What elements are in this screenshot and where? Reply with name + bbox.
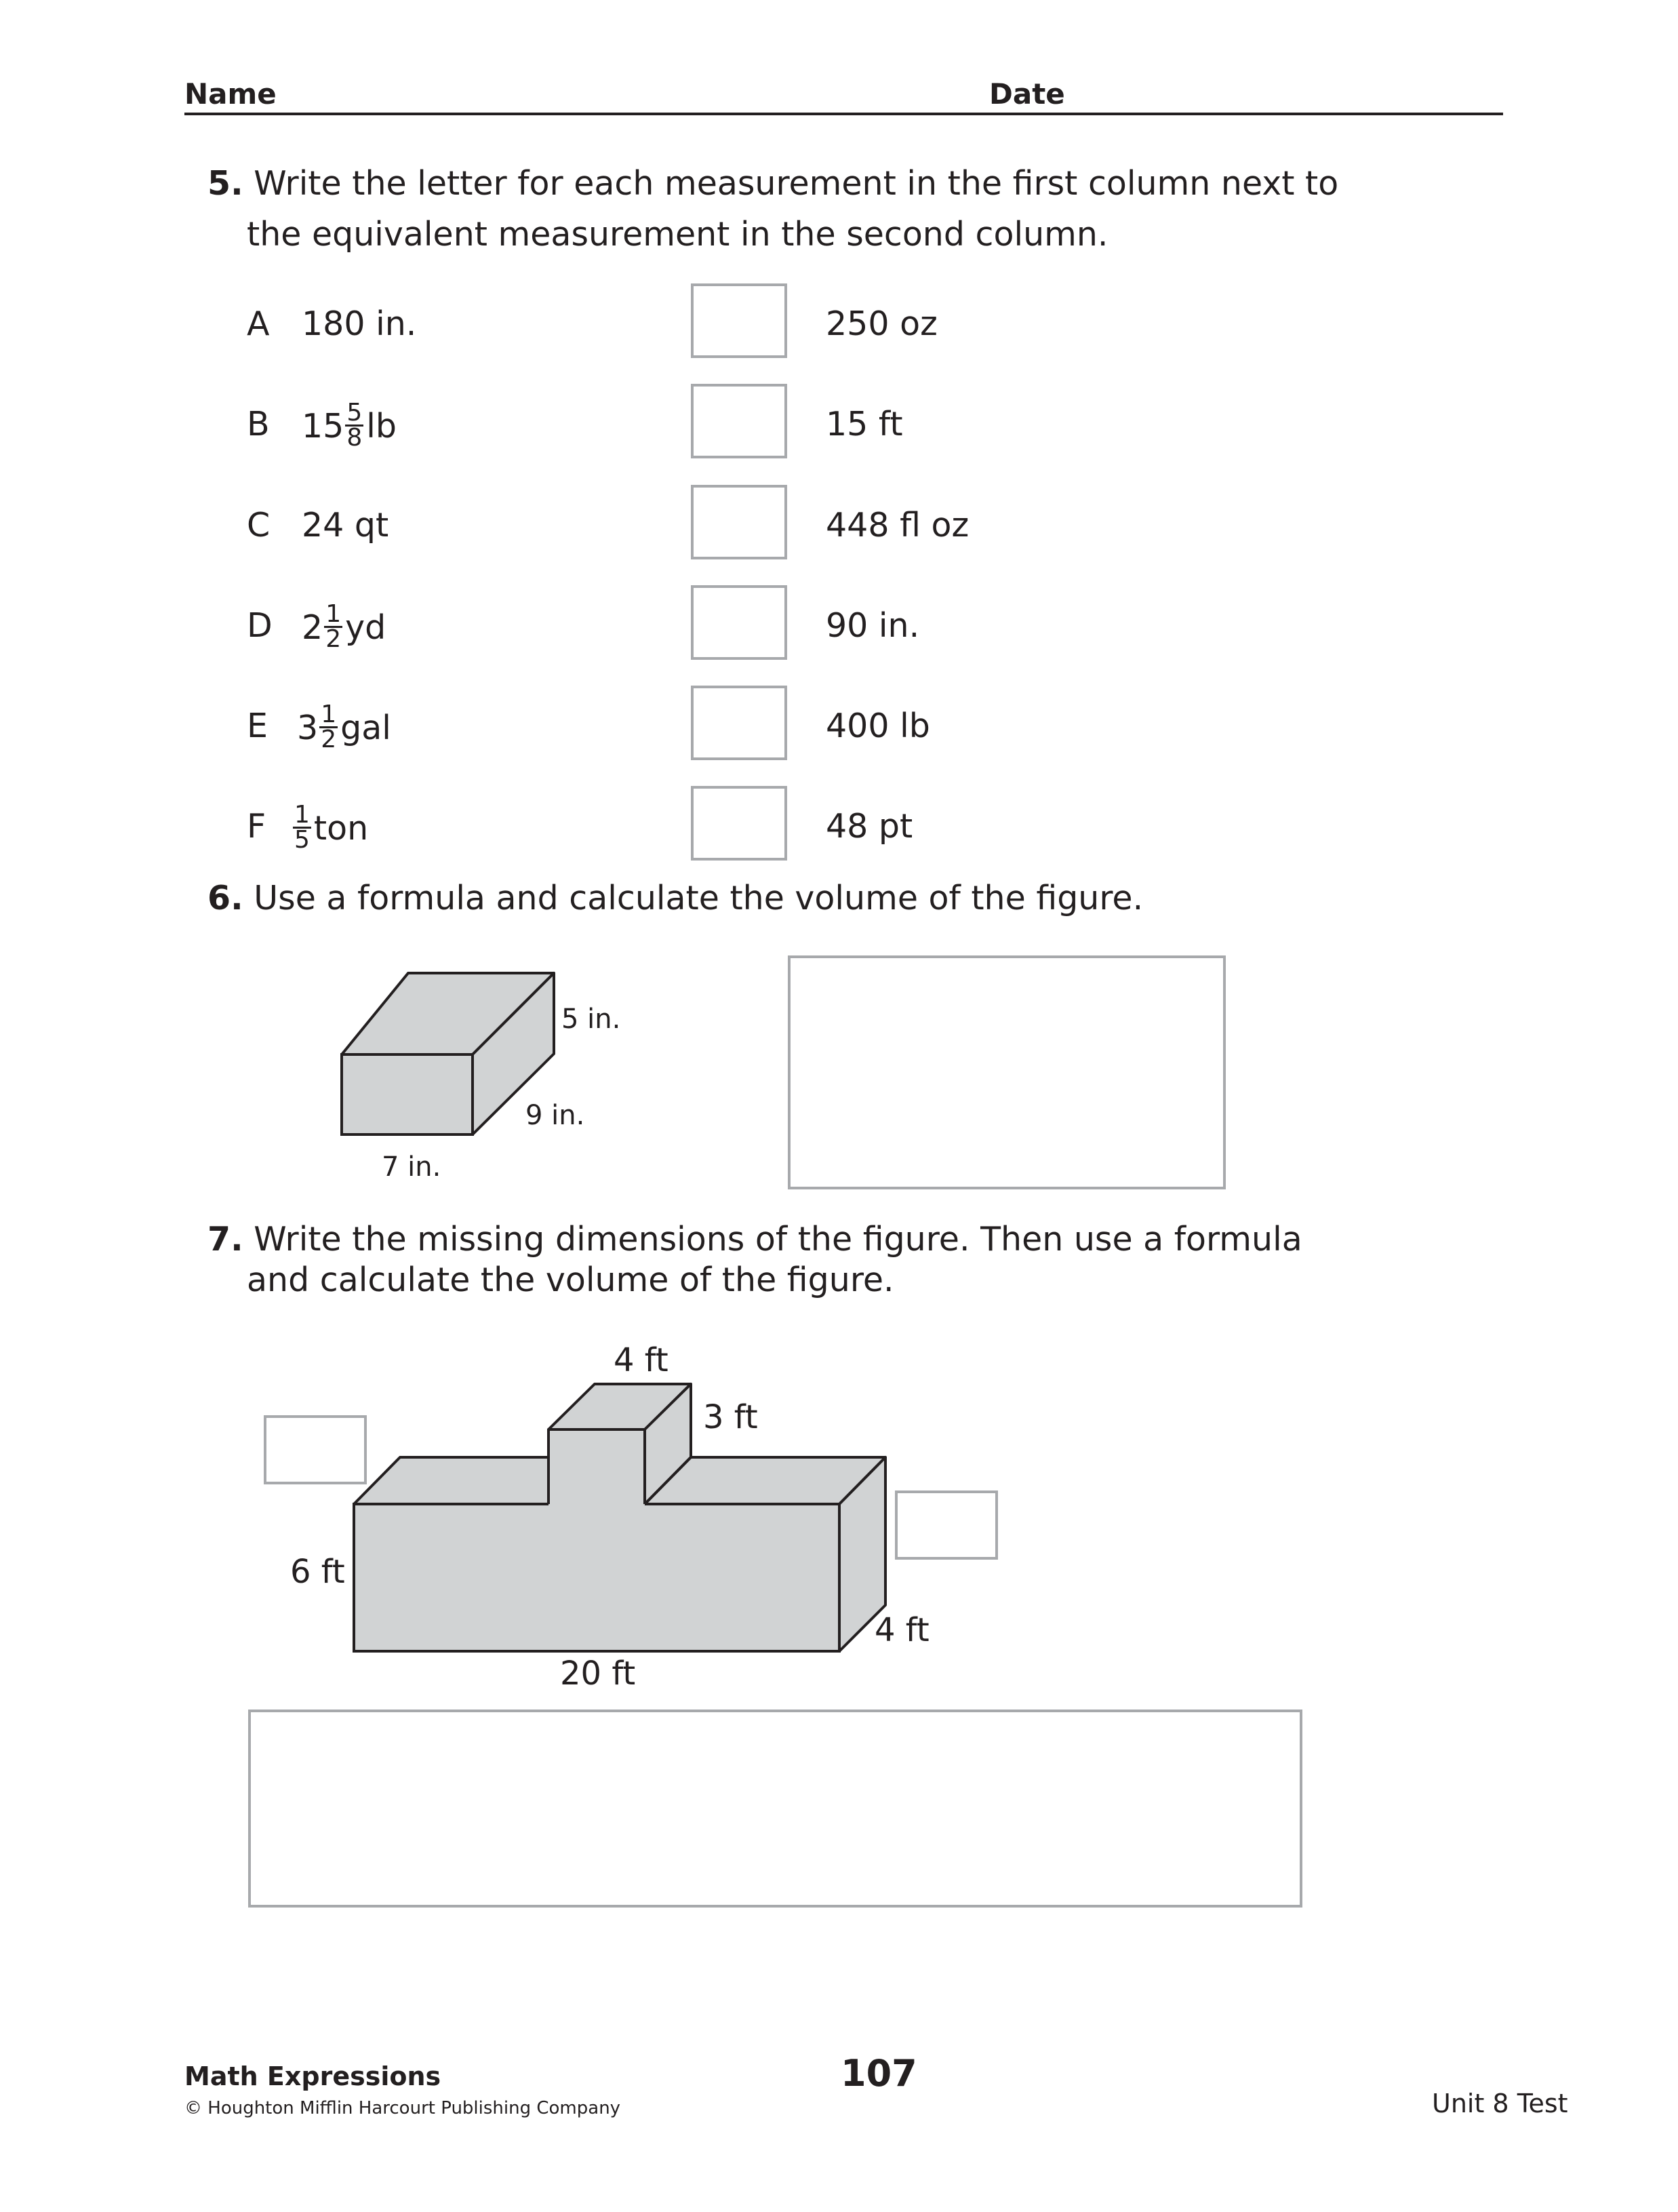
q6-prompt [207, 873, 1143, 924]
row-equivalent: 15 ft [826, 405, 903, 443]
q7-prompt-text1: Write the missing dimensions of the figure. Then use a formula [254, 1220, 1302, 1259]
q7-prompt-line2: and calculate the volume of the figure. [247, 1261, 894, 1299]
q5-prompt-text1: Write the letter for each measurement in the first column next to [254, 164, 1339, 203]
frac-den: 8 [346, 424, 363, 452]
row-measurement [292, 801, 369, 854]
q7-answer-box[interactable] [248, 1710, 1302, 1908]
row-measurement [297, 700, 391, 754]
answer-box-90-in[interactable] [691, 585, 787, 660]
row-equivalent: 250 oz [826, 304, 938, 343]
frac-den: 5 [294, 826, 310, 854]
meas-unit: gal [340, 709, 391, 747]
frac-num: 1 [294, 801, 310, 829]
row-equivalent: 48 pt [826, 807, 913, 846]
q6-number: 6. [207, 879, 243, 917]
footer-copyright: © Houghton Mifflin Harcourt Publishing Company [184, 2098, 621, 2118]
answer-box-400-lb[interactable] [691, 686, 787, 760]
name-date-line[interactable] [184, 113, 1503, 115]
q5-number: 5. [207, 164, 243, 203]
meas-value: 24 qt [302, 506, 389, 545]
row-measurement [302, 505, 388, 546]
meas-unit: lb [366, 407, 397, 446]
row-equivalent: 90 in. [826, 606, 920, 645]
name-label: Name [184, 77, 277, 111]
q7-number: 7. [207, 1220, 243, 1259]
q6-answer-box[interactable] [788, 955, 1226, 1189]
q7-depth-label: 4 ft [875, 1611, 930, 1649]
frac-den: 2 [325, 625, 342, 653]
q7-top-height-label: 3 ft [703, 1398, 758, 1436]
q7-composite-figure [339, 1370, 908, 1668]
frac-den: 2 [321, 726, 337, 753]
answer-box-15-ft[interactable] [691, 384, 787, 458]
row-measurement [302, 399, 397, 452]
meas-unit: ton [313, 809, 369, 848]
q6-prompt-text: Use a formula and calculate the volume of the figure. [254, 879, 1144, 917]
row-letter: C [247, 506, 271, 545]
row-letter: E [247, 707, 268, 745]
row-letter: D [247, 606, 273, 645]
meas-fraction [319, 700, 338, 753]
footer-brand: Math Expressions [184, 2061, 441, 2091]
frac-num: 1 [325, 600, 342, 628]
row-letter: A [247, 304, 270, 343]
q7-length-label: 20 ft [560, 1655, 636, 1693]
answer-box-48-pt[interactable] [691, 786, 787, 861]
meas-fraction [345, 401, 363, 450]
q5-prompt-line1 [207, 158, 1338, 210]
meas-fraction [324, 600, 342, 653]
footer-unit: Unit 8 Test [1432, 2089, 1568, 2118]
q7-top-width-label: 4 ft [614, 1341, 668, 1379]
answer-box-448-fl-oz[interactable] [691, 485, 787, 559]
meas-whole: 3 [297, 709, 319, 747]
q6-depth-label: 9 in. [525, 1100, 585, 1131]
q5-prompt-line2: the equivalent measurement in the second column. [247, 215, 1108, 254]
q6-prism-figure [325, 963, 651, 1166]
q6-width-label: 7 in. [382, 1151, 441, 1183]
meas-whole: 2 [302, 608, 323, 647]
q7-height-label: 6 ft [290, 1553, 345, 1591]
page-number: 107 [841, 2052, 917, 2095]
q6-height-label: 5 in. [561, 1004, 621, 1035]
frac-num: 5 [346, 399, 363, 427]
answer-box-250-oz[interactable] [691, 283, 787, 358]
meas-value: 180 in. [302, 304, 417, 343]
row-letter: F [247, 807, 266, 846]
q7-missing-dimension-box-right[interactable] [895, 1490, 998, 1560]
date-label: Date [989, 77, 1065, 111]
row-measurement [302, 600, 386, 654]
meas-fraction [293, 801, 311, 854]
meas-unit: yd [345, 608, 386, 647]
frac-num: 1 [321, 700, 337, 728]
row-letter: B [247, 405, 270, 443]
row-measurement [302, 304, 416, 344]
q7-missing-dimension-box-left[interactable] [264, 1415, 367, 1484]
row-equivalent: 448 fl oz [826, 506, 970, 545]
row-equivalent: 400 lb [826, 707, 930, 745]
meas-whole: 15 [302, 407, 344, 446]
